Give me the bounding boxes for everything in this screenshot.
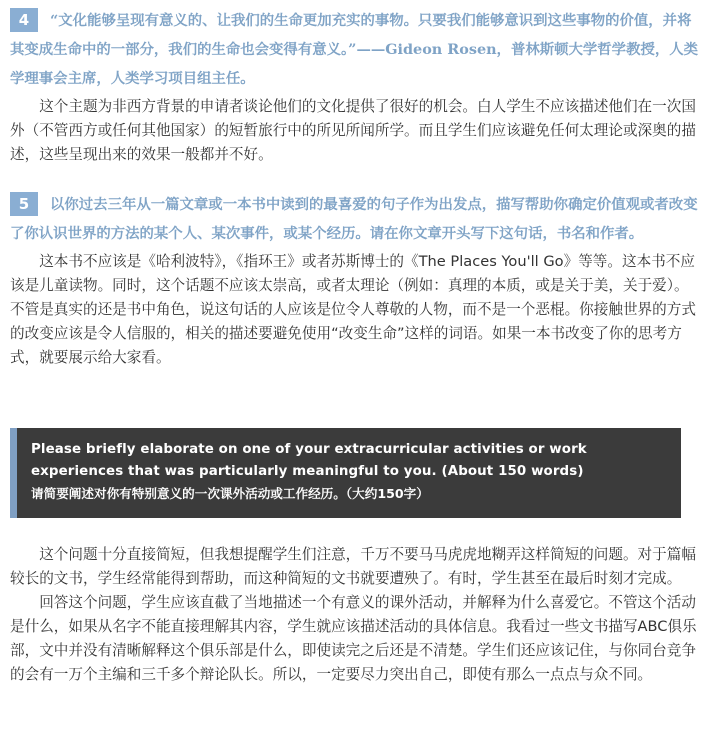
question-4-heading: [10, 6, 700, 93]
question-4-commentary: 这个主题为非西方背景的申请者谈论他们的文化提供了很好的机会。白人学生不应该描述他们在一次国外（不管西方或任何其他国家）的短暂旅行中的所见所闻所学。而且学生们应该避免任何太理论或深奥的描述，这些呈现出来的效果一般都并不好。: [10, 98, 696, 163]
callout-chinese-prompt: 请简要阐述对你有特别意义的一次课外活动或工作经历。（大约150字）: [31, 486, 429, 501]
commentary-paragraph-1: 这个问题十分直接简短，但我想提醒学生们注意，千万不要马马虎虎地糊弄这样简短的问题。对于篇幅较长的文书，学生经常能得到帮助，而这种简短的文书就要遭殃了。有时，学生甚至在最后时刻才完成。: [10, 546, 696, 587]
extracurricular-commentary: [10, 543, 700, 687]
question-4-section: [10, 6, 700, 167]
question-5-prompt: 以你过去三年从一篇文章或一本书中读到的最喜爱的句子作为出发点，描写帮助你确定价值观或者改变了你认识世界的方法的某个人、某次事件，或某个经历。请在你文章开头写下这句话，书名和作者。: [10, 196, 698, 242]
prompt-callout-box: [10, 428, 681, 518]
question-5-section: [10, 190, 700, 370]
commentary-paragraph-2: 回答这个问题，学生应该直截了当地描述一个有意义的课外活动，并解释为什么喜爱它。不管这个活动是什么，如果从名字不能直接理解其内容，学生就应该描述活动的具体信息。我看过一些文书描写ABC俱乐部，文中并没有清晰解释这个俱乐部是什么，即使读完之后还是不清楚。学生们还应该记住，与你同台竞争的会有一万个主编和三千多个辩论队长。所以，一定要尽力突出自己，即使有那么一点点与众不同。: [10, 594, 697, 683]
question-number-badge: 5: [10, 192, 38, 216]
question-5-commentary: 这本书不应该是《哈利波特》，《指环王》或者苏斯博士的《The Places You'll Go》等等。这本书不应该是儿童读物。同时，这个话题不应该太崇高，或者太理论（例如：真理的本质，或是关于美，关于爱）。不管是真实的还是书中角色，说这句话的人应该是位令人尊敬的人物，而不是一个恶棍。你接触世界的方式的改变应该是令人信服的，相关的描述要避免使用“改变生命”这样的词语。如果一本书改变了你的思考方式，就要展示给大家看。: [10, 253, 696, 366]
question-4-quote: “文化能够呈现有意义的、让我们的生命更加充实的事物。只要我们能够意识到这些事物的价值，并将其变成生命中的一部分，我们的生命也会变得有意义。”——Gideon Rosen，普林斯顿大学哲学教授，人类学理事会主席，人类学习项目组主任。: [10, 12, 699, 87]
question-number-badge: 4: [10, 8, 38, 32]
question-5-heading: [10, 190, 700, 248]
callout-english-prompt: Please briefly elaborate on one of your extracurricular activities or work experiences that was particularly meaningful to you. (About 150 words): [31, 442, 587, 479]
